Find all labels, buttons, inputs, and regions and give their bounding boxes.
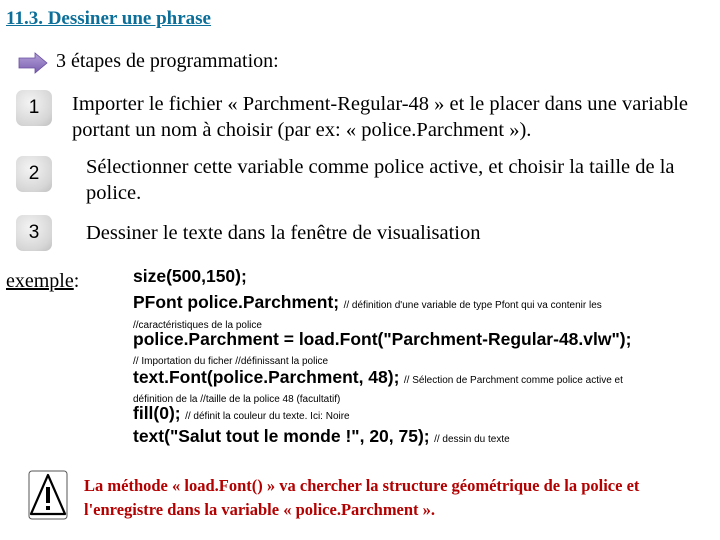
subtitle: 3 étapes de programmation: [56, 50, 279, 72]
code-comment: définition de la //taille de la police 48 (facultatif) [133, 394, 341, 405]
example-label [6, 270, 79, 293]
code-line [133, 292, 602, 313]
step-text: Dessiner le texte dans la fenêtre de visualisation [86, 222, 481, 244]
code-text: police.Parchment = load.Font("Parchment-Regular-48.vlw"); [133, 329, 632, 349]
code-line [133, 367, 623, 388]
step-number-badge [16, 156, 52, 192]
code-comment: // Sélection de Parchment comme police active et [403, 375, 623, 386]
step-number-badge [16, 90, 52, 126]
code-line [133, 329, 631, 350]
example-label-word: exemple [6, 270, 74, 292]
step-number: 3 [28, 222, 40, 243]
step-text: Sélectionner cette variable comme police active, et choisir la taille de la police. [86, 156, 675, 204]
code-line [133, 266, 247, 287]
code-comment: // Importation du ficher //définissant la police [133, 356, 329, 367]
code-text: fill(0); [133, 403, 181, 423]
code-text: size(500,150); [133, 266, 247, 286]
page-title: 11.3. Dessiner une phrase [6, 8, 211, 29]
example-label-colon: : [73, 270, 80, 292]
code-comment: // définit la couleur du texte. Ici: Noire [185, 411, 350, 422]
step-number-badge [16, 215, 52, 251]
code-line [133, 426, 510, 447]
warning-icon [28, 470, 68, 525]
code-text: text("Salut tout le monde !", 20, 75); [133, 426, 430, 446]
code-line [133, 403, 350, 424]
step-number: 2 [28, 163, 40, 184]
code-comment: //caractéristiques de la police [133, 320, 262, 331]
code-text: text.Font(police.Parchment, 48); [133, 367, 400, 387]
arrow-right-icon [18, 52, 48, 79]
code-comment: // définition d'une variable de type Pfont qui va contenir les [343, 300, 602, 311]
step-text: Importer le fichier « Parchment-Regular-48 » et le placer dans une variable portant un nom à choisir (par ex: « police.Parchment »). [72, 93, 689, 141]
code-comment: // dessin du texte [434, 434, 510, 445]
code-text: PFont police.Parchment; [133, 292, 340, 312]
note-text: La méthode « load.Font() » va chercher la structure géométrique de la police et l'enregistre dans la variable « police.Parchment ». [84, 476, 640, 519]
step-number: 1 [28, 97, 40, 118]
